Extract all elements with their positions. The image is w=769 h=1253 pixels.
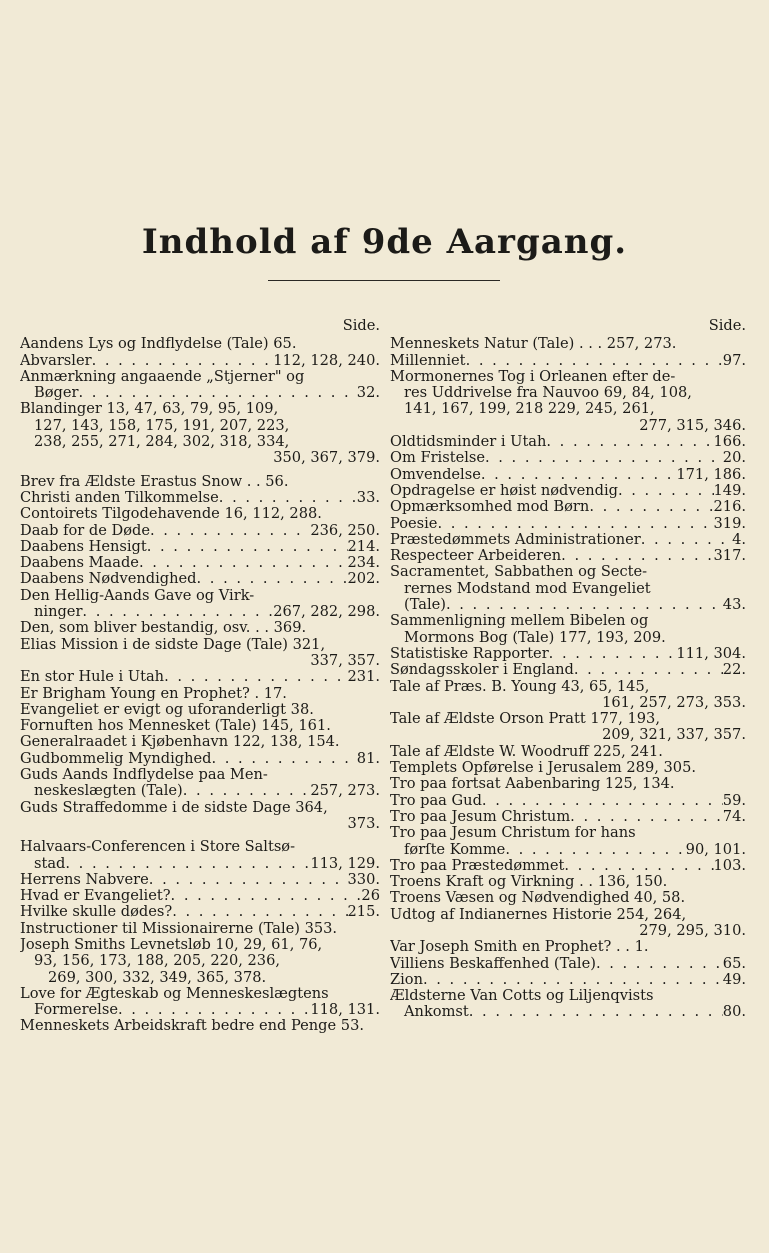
entry-title: Søndagsskoler i England: [390, 662, 574, 679]
page-title: Indhold af 9de Aargang.: [141, 222, 628, 262]
index-line: [390, 874, 746, 890]
entry-pages: 234.: [347, 555, 380, 572]
index-line: [20, 839, 380, 855]
entry-pages: 279, 295, 310.: [639, 922, 746, 939]
index-line: [20, 653, 380, 669]
index-line: [20, 506, 380, 522]
entry-title: Hvilke skulle dødes?: [20, 904, 173, 921]
index-line: [20, 751, 380, 767]
index-line: [20, 904, 380, 920]
entry-pages: 319.: [713, 515, 746, 532]
entry-pages: 215.: [347, 904, 380, 921]
index-line: [20, 921, 380, 937]
entry-title: Respecteer Arbeideren: [390, 548, 562, 565]
entry-text: Sammenligning mellem Bibelen og: [390, 613, 649, 630]
entry-text: Udtog af Indianernes Historie 254, 264,: [390, 906, 687, 923]
index-line: [20, 588, 380, 604]
entry-title: Opmærksomhed mod Børn: [390, 499, 590, 516]
index-line: [390, 385, 746, 401]
dot-leader: [446, 597, 723, 613]
index-line: [390, 711, 746, 727]
index-line: [20, 856, 380, 872]
index-line: [390, 369, 746, 385]
entry-pages: 49.: [722, 971, 746, 988]
entry-text: Mormonernes Tog i Orleanen efter de-: [390, 368, 676, 385]
entry-pages: 33.: [356, 489, 380, 506]
entry-pages: 103.: [713, 857, 746, 874]
index-line: [390, 630, 746, 646]
right-column: [390, 318, 746, 1021]
index-line: [390, 760, 746, 776]
entry-pages: 202.: [347, 571, 380, 588]
dot-leader: [139, 555, 348, 571]
entry-title: Poesie: [390, 515, 438, 532]
entry-title: En stor Hule i Utah: [20, 669, 165, 686]
index-line: [20, 474, 380, 490]
entry-pages: 209, 321, 337, 357.: [602, 727, 746, 744]
dot-leader: [150, 523, 310, 539]
dot-leader: [564, 858, 713, 874]
index-line: [20, 953, 380, 969]
index-line: [20, 450, 380, 466]
entry-title: Formerelse: [34, 1002, 118, 1019]
entry-title: Millenniet: [390, 352, 466, 369]
index-line: [20, 1018, 380, 1034]
dot-leader: [469, 1004, 723, 1020]
entry-text: 238, 255, 271, 284, 302, 318, 334,: [34, 434, 290, 451]
index-line: [20, 767, 380, 783]
index-line: [20, 401, 380, 417]
entry-pages: 161, 257, 273, 353.: [602, 694, 746, 711]
entry-title: Herrens Nabvere: [20, 871, 149, 888]
entry-text: 93, 156, 173, 188, 205, 220, 236,: [34, 953, 281, 970]
index-line: [20, 970, 380, 986]
dot-leader: [618, 483, 714, 499]
dot-leader: [570, 809, 723, 825]
entry-title: Ankomst: [404, 1004, 469, 1021]
entry-text: Guds Straffedomme i de sidste Dage 364,: [20, 799, 328, 816]
entry-title: Hvad er Evangeliet?: [20, 888, 171, 905]
entry-text: Den, som bliver bestandig, osv. . . 369.: [20, 620, 307, 637]
index-line: [20, 353, 380, 369]
entry-text: Troens Kraft og Virkning . . 136, 150.: [390, 874, 668, 891]
entry-text: Blandinger 13, 47, 63, 79, 95, 109,: [20, 401, 279, 418]
index-line: [390, 972, 746, 988]
index-line: [20, 336, 380, 352]
index-line: [20, 888, 380, 904]
entry-text: Love for Ægteskab og Menneskeslægtens: [20, 985, 329, 1002]
entry-title: Omvendelse: [390, 466, 481, 483]
dot-leader: [78, 385, 356, 401]
entry-text: Tale af Ældste Orson Pratt 177, 193,: [390, 711, 660, 728]
entry-pages: 166.: [713, 434, 746, 451]
entry-title: førſte Komme: [404, 841, 506, 858]
index-line: [390, 662, 746, 678]
index-line: [390, 418, 746, 434]
dot-leader: [172, 904, 347, 920]
index-line: [20, 718, 380, 734]
entry-title: Daabens Nødvendighed: [20, 571, 197, 588]
index-line: [390, 939, 746, 955]
entry-text: 269, 300, 332, 349, 365, 378.: [48, 969, 267, 986]
entry-pages: 373.: [347, 815, 380, 832]
entry-text: Er Brigham Young en Prophet? . 17.: [20, 685, 287, 702]
entry-text: Den Hellig-Aands Gave og Virk-: [20, 587, 255, 604]
entry-text: Mormons Bog (Tale) 177, 193, 209.: [404, 629, 666, 646]
section-gap: [20, 467, 380, 474]
entry-pages: 22.: [722, 662, 746, 679]
entry-pages: 277, 315, 346.: [639, 417, 746, 434]
index-line: [20, 734, 380, 750]
index-line: [20, 490, 380, 506]
section-gap: [20, 832, 380, 839]
entry-title: (Tale): [404, 597, 446, 614]
entry-text: Joseph Smiths Levnetsløb 10, 29, 61, 76,: [20, 936, 323, 953]
dot-leader: [118, 1002, 310, 1018]
entry-text: Sacramentet, Sabbathen og Secte-: [390, 564, 648, 581]
dot-leader: [482, 793, 723, 809]
index-line: [390, 450, 746, 466]
entry-pages: 81.: [356, 750, 380, 767]
dot-leader: [171, 888, 362, 904]
entry-pages: 330.: [347, 871, 380, 888]
index-line: [390, 988, 746, 1004]
index-line: [20, 937, 380, 953]
right-column-header: Side.: [708, 317, 746, 334]
dot-leader: [92, 353, 274, 369]
entry-pages: 257, 273.: [310, 783, 380, 800]
index-line: [20, 523, 380, 539]
entry-pages: 111, 304.: [676, 645, 746, 662]
index-line: [20, 783, 380, 799]
index-line: [20, 702, 380, 718]
entry-pages: 337, 357.: [310, 652, 380, 669]
index-line: [390, 336, 746, 352]
index-line: [20, 620, 380, 636]
entry-text: Tro paa Jesum Christum for hans: [390, 825, 636, 842]
dot-leader: [574, 662, 723, 678]
dot-leader: [82, 604, 273, 620]
index-line: [390, 548, 746, 564]
entry-text: Contoirets Tilgodehavende 16, 112, 288.: [20, 506, 322, 523]
dot-leader: [481, 467, 677, 483]
index-line: [390, 434, 746, 450]
entry-pages: 236, 250.: [310, 522, 380, 539]
index-line: [390, 467, 746, 483]
entry-pages: 59.: [722, 792, 746, 809]
left-column-header: Side.: [342, 317, 380, 334]
entry-title: neskeslægten (Tale): [34, 783, 183, 800]
entry-title: Bøger: [34, 385, 79, 402]
index-line: [390, 483, 746, 499]
entry-title: Om Fristelse: [390, 450, 485, 467]
index-line: [390, 532, 746, 548]
dot-leader: [197, 571, 348, 587]
entry-text: Tro paa fortsat Aabenbaring 125, 134.: [390, 776, 675, 793]
dot-leader: [546, 434, 713, 450]
dot-leader: [219, 490, 357, 506]
index-line: [20, 637, 380, 653]
index-line: [390, 809, 746, 825]
index-line: [390, 1004, 746, 1020]
index-line: [390, 401, 746, 417]
entry-title: Tro paa Jesum Christum: [390, 808, 571, 825]
entry-pages: 267, 282, 298.: [273, 604, 380, 621]
index-line: [20, 604, 380, 620]
entry-text: Troens Væsen og Nødvendighed 40, 58.: [390, 890, 686, 907]
index-line: [390, 581, 746, 597]
entry-title: Statistiske Rapporter: [390, 645, 549, 662]
entry-text: Anmærkning angaaende „Stjerner" og: [20, 368, 305, 385]
entry-text: Fornuften hos Mennesket (Tale) 145, 161.: [20, 718, 331, 735]
entry-pages: 80.: [722, 1004, 746, 1021]
entry-pages: 20.: [722, 450, 746, 467]
index-line: [390, 646, 746, 662]
entry-text: Aandens Lys og Indflydelse (Tale) 65.: [20, 336, 297, 353]
entry-title: Christi anden Tilkommelse: [20, 489, 219, 506]
index-line: [390, 858, 746, 874]
title-rule: [268, 280, 500, 281]
entry-title: Daabens Maade: [20, 555, 139, 572]
index-line: [390, 597, 746, 613]
entry-text: Evangeliet er evigt og uforanderligt 38.: [20, 701, 314, 718]
entry-text: Tale af Præs. B. Young 43, 65, 145,: [390, 678, 650, 695]
entry-pages: 112, 128, 240.: [273, 352, 380, 369]
dot-leader: [641, 532, 732, 548]
entry-text: Guds Aands Indflydelse paa Men-: [20, 767, 268, 784]
dot-leader: [211, 751, 356, 767]
entry-title: Daabens Hensigt: [20, 538, 147, 555]
index-line: [20, 571, 380, 587]
entry-text: 141, 167, 199, 218 229, 245, 261,: [404, 401, 655, 418]
dot-leader: [466, 353, 723, 369]
entry-text: Tale af Ældste W. Woodruff 225, 241.: [390, 743, 663, 760]
index-line: [390, 695, 746, 711]
index-line: [390, 353, 746, 369]
entry-text: Halvaars-Conferencen i Store Saltsø-: [20, 839, 296, 856]
entry-title: Gudbommelig Myndighed: [20, 750, 212, 767]
entry-pages: 32.: [356, 385, 380, 402]
entry-pages: 171, 186.: [676, 466, 746, 483]
index-line: [390, 516, 746, 532]
dot-leader: [149, 872, 348, 888]
dot-leader: [589, 499, 713, 515]
index-line: [20, 1002, 380, 1018]
entry-pages: 26: [361, 888, 380, 905]
entry-title: Villiens Beskaffenhed (Tale): [390, 955, 596, 972]
entry-text: Menneskets Arbeidskraft bedre end Penge 53.: [20, 1018, 365, 1035]
entry-title: ninger: [34, 604, 83, 621]
dot-leader: [65, 856, 310, 872]
entry-title: Tro paa Præstedømmet: [390, 857, 565, 874]
entry-text: Templets Opførelse i Jerusalem 289, 305.: [390, 760, 697, 777]
entry-title: Zion: [390, 971, 423, 988]
entry-text: Elias Mission i de sidste Dage (Tale) 321,: [20, 636, 326, 653]
index-line: [390, 564, 746, 580]
index-line: [390, 499, 746, 515]
index-line: [390, 923, 746, 939]
dot-leader: [505, 842, 685, 858]
index-line: [390, 744, 746, 760]
index-line: [20, 816, 380, 832]
index-line: [20, 434, 380, 450]
entry-pages: 350, 367, 379.: [273, 450, 380, 467]
entry-title: Abvarsler: [20, 352, 92, 369]
entry-pages: 113, 129.: [310, 855, 380, 872]
index-line: [20, 686, 380, 702]
right-column-entries: [390, 336, 746, 1020]
entry-text: Generalraadet i Kjøbenhavn 122, 138, 154.: [20, 734, 340, 751]
dot-leader: [561, 548, 713, 564]
index-line: [20, 418, 380, 434]
entry-title: Tro paa Gud: [390, 792, 482, 809]
index-line: [390, 842, 746, 858]
entry-text: Instructioner til Missionairerne (Tale) 353.: [20, 920, 338, 937]
entry-pages: 74.: [722, 808, 746, 825]
entry-pages: 43.: [722, 597, 746, 614]
left-column: [20, 318, 380, 1035]
index-line: [20, 555, 380, 571]
index-line: [20, 800, 380, 816]
dot-leader: [423, 972, 723, 988]
index-line: [390, 776, 746, 792]
dot-leader: [437, 516, 713, 532]
index-line: [390, 679, 746, 695]
entry-pages: 90, 101.: [685, 841, 746, 858]
entry-pages: 4.: [732, 531, 746, 548]
index-line: [20, 669, 380, 685]
entry-text: rernes Modstand mod Evangeliet: [404, 580, 651, 597]
dot-leader: [596, 956, 723, 972]
entry-title: stad: [34, 855, 66, 872]
index-line: [390, 613, 746, 629]
left-column-entries: [20, 336, 380, 1034]
index-line: [390, 907, 746, 923]
dot-leader: [183, 783, 311, 799]
entry-title: Opdragelse er høist nødvendig: [390, 482, 618, 499]
entry-text: res Uddrivelse fra Nauvoo 69, 84, 108,: [404, 385, 692, 402]
entry-pages: 317.: [713, 548, 746, 565]
dot-leader: [485, 450, 723, 466]
entry-text: Ældsterne Van Cotts og Liljenqvists: [390, 988, 654, 1005]
index-line: [20, 986, 380, 1002]
entry-text: Brev fra Ældste Erastus Snow . . 56.: [20, 473, 289, 490]
index-line: [20, 369, 380, 385]
dot-leader: [164, 669, 347, 685]
entry-pages: 214.: [347, 538, 380, 555]
entry-title: Daab for de Døde: [20, 522, 150, 539]
entry-pages: 149.: [713, 482, 746, 499]
index-line: [20, 539, 380, 555]
index-line: [20, 872, 380, 888]
entry-title: Oldtidsminder i Utah: [390, 434, 547, 451]
index-line: [390, 793, 746, 809]
entry-pages: 216.: [713, 499, 746, 516]
index-line: [390, 825, 746, 841]
entry-pages: 97.: [722, 352, 746, 369]
dot-leader: [549, 646, 677, 662]
entry-pages: 231.: [347, 669, 380, 686]
index-line: [390, 727, 746, 743]
entry-text: 127, 143, 158, 175, 191, 207, 223,: [34, 417, 290, 434]
entry-pages: 118, 131.: [310, 1002, 380, 1019]
entry-text: Var Joseph Smith en Prophet? . . 1.: [390, 939, 649, 956]
dot-leader: [147, 539, 348, 555]
entry-pages: 65.: [722, 955, 746, 972]
entry-text: Menneskets Natur (Tale) . . . 257, 273.: [390, 336, 677, 353]
index-line: [20, 385, 380, 401]
index-line: [390, 956, 746, 972]
index-line: [390, 890, 746, 906]
entry-title: Præstedømmets Administrationer: [390, 531, 641, 548]
